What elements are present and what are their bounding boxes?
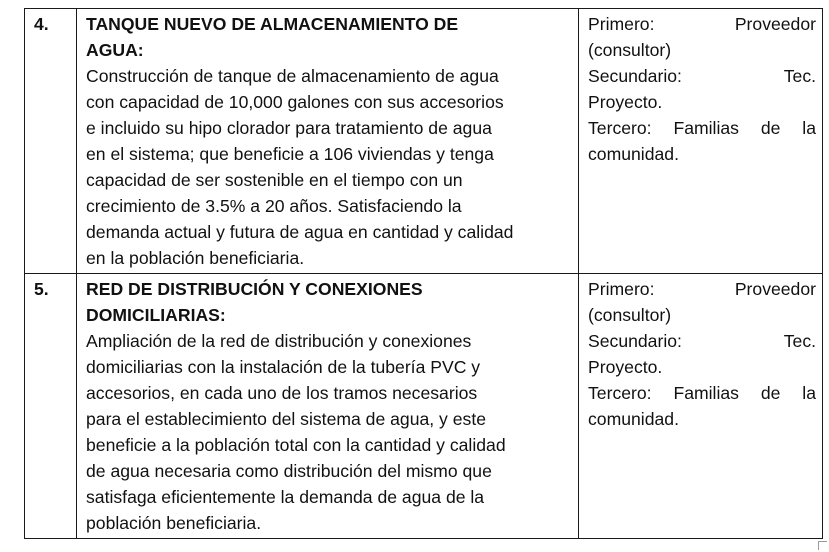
- responsible-line: Tercero: Familias de la: [588, 383, 816, 403]
- heading-line: RED DE DISTRIBUCIÓN Y CONEXIONES: [86, 279, 423, 299]
- responsible-line: Tercero: Familias de la: [588, 118, 816, 138]
- description-line: domiciliarias con la instalación de la tubería PVC y: [86, 357, 481, 377]
- activity-description: [86, 63, 572, 271]
- description-line: crecimiento de 3.5% a 20 años. Satisfaciendo la: [86, 196, 462, 216]
- description-line: capacidad de ser sostenible en el tiempo con un: [86, 170, 463, 190]
- activity-description: [86, 328, 572, 536]
- responsible-line: Proyecto.: [588, 357, 663, 377]
- heading-line: DOMICILIARIAS:: [86, 305, 226, 325]
- activity-cell: [77, 9, 579, 274]
- document-page: [24, 8, 823, 539]
- description-line: de agua necesaria como distribución del mismo que: [86, 461, 492, 481]
- description-line: demanda actual y futura de agua en cantidad y calidad: [86, 222, 514, 242]
- activity-heading: [86, 276, 572, 328]
- description-line: población beneficiaria.: [86, 513, 262, 533]
- responsibles-cell: [579, 9, 823, 274]
- heading-line: AGUA:: [86, 40, 144, 60]
- responsible-line: Primero: Proveedor: [588, 14, 816, 34]
- responsible-line: comunidad.: [588, 144, 679, 164]
- description-line: Construcción de tanque de almacenamiento de agua: [86, 66, 499, 86]
- responsible-line: Primero: Proveedor: [588, 279, 816, 299]
- description-line: para el establecimiento del sistema de agua, y este: [86, 409, 487, 429]
- item-number: 5.: [25, 274, 77, 539]
- responsible-line: Secundario: Tec.: [588, 331, 816, 351]
- activity-heading: [86, 11, 572, 63]
- heading-line: TANQUE NUEVO DE ALMACENAMIENTO DE: [86, 14, 459, 34]
- responsible-line: Secundario: Tec.: [588, 66, 816, 86]
- description-line: satisfaga eficientemente la demanda de agua de la: [86, 487, 485, 507]
- responsible-line: (consultor): [588, 40, 672, 60]
- responsible-line: (consultor): [588, 305, 672, 325]
- responsible-line: Proyecto.: [588, 92, 663, 112]
- table-row: [25, 9, 823, 274]
- table-row: [25, 274, 823, 539]
- activity-cell: [77, 274, 579, 539]
- description-line: e incluido su hipo clorador para tratamiento de agua: [86, 118, 492, 138]
- description-line: en la población beneficiaria.: [86, 248, 305, 268]
- page-corner-mark: [818, 541, 827, 550]
- description-line: Ampliación de la red de distribución y conexiones: [86, 331, 472, 351]
- description-line: con capacidad de 10,000 galones con sus accesorios: [86, 92, 504, 112]
- item-number: 4.: [25, 9, 77, 274]
- responsible-line: comunidad.: [588, 409, 679, 429]
- description-line: accesorios, en cada uno de los tramos necesarios: [86, 383, 478, 403]
- responsibles-cell: [579, 274, 823, 539]
- description-line: en el sistema; que beneficie a 106 viviendas y tenga: [86, 144, 494, 164]
- description-line: beneficie a la población total con la cantidad y calidad: [86, 435, 506, 455]
- activities-table: [24, 8, 823, 539]
